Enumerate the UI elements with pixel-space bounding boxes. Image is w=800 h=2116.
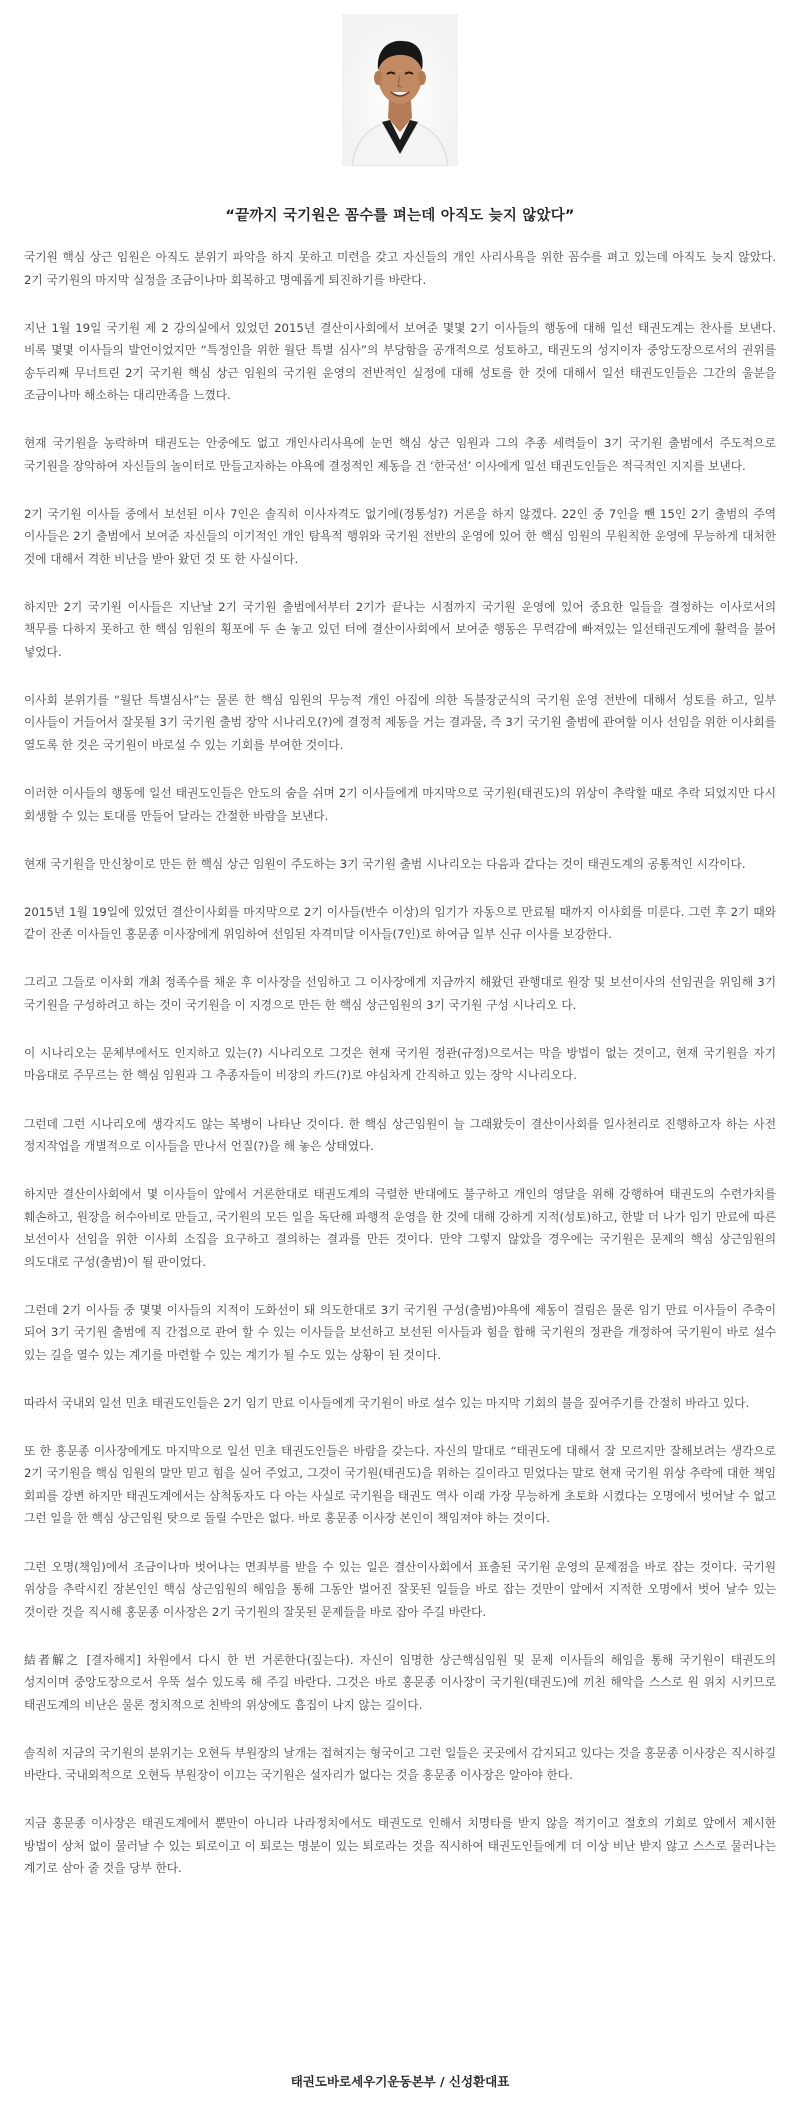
article-paragraph-5: 하지만 2기 국기원 이사들은 지난날 2기 국기원 출범에서부터 2기가 끝나는 시점까지 국기원 운영에 있어 중요한 일들을 결정하는 이사로서의 책무를 다하지 못하고 한 핵심 임원의 횡포에 두 손 놓고 있던 터에 결산이사회에서 보여준 행동은 무력감에 빠져있는 일선태권도계에 활력을 불어 넣었다. [24,599,776,659]
article-paragraph-3: 현재 국기원을 농락하며 태권도는 안중에도 없고 개인사리사욕에 눈먼 핵심 상근 임원과 그의 추종 세력들이 3기 국기원 출범에서 주도적으로 국기원을 장악하여 자신들의 놀이터로 만들고자하는 야욕에 결정적인 제동을 건 ‘한국선’ 이사에게 일선 태권도인들은 적극적인 지지를 보낸다. [24,436,776,473]
article-paragraph-16: 또 한 홍문종 이사장에게도 마지막으로 일선 민초 태권도인들은 바람을 갖는다. 자신의 말대로 “태권도에 대해서 잘 모르지만 잘해보려는 생각으로 2기 국기원을 핵심 임원의 말만 믿고 힘을 실어 주었고, 그것이 국기원(태권도)을 위하는 길이라고 믿었다는 말로 현재 국기원 위상 추락에 대한 책임 회피를 강변 하지만 태권도계에서는 삼척동자도 다 아는 사실로 국기원을 태권도 역사 이래 가장 무능하게 초토화 시켰다는 오명에서 벗어날 수 없고 그런 일을 한 핵심 상근임원 탓으로 돌릴 수만은 없다. 바로 홍문종 이사장 본인이 책임져야 하는 것이다. [24,1443,776,1526]
article-paragraph-13: 하지만 결산이사회에서 몇 이사들이 앞에서 거론한대로 태권도계의 극렬한 반대에도 불구하고 개인의 영달을 위해 강행하여 태권도의 수련가치를 훼손하고, 원장을 허수아비로 만들고, 국기원의 모든 일을 독단해 파행적 운영을 한 것에 대해 강하게 지적(성토)하고, 한발 더 나가 임기 만료에 따른 보선이사 선임을 위한 이사회 소집을 요구하고 결의하는 결과를 만든 것이다. 만약 그렇지 않았을 경우에는 국기원은 문제의 핵심 상근임원의 의도대로 구성(출범)이 될 판이었다. [24,1187,776,1269]
article-paragraph-20: 지금 홍문종 이사장은 태권도계에서 뿐만이 아니라 나라정치에서도 태권도로 인해서 치명타를 받지 않을 적기이고 절호의 기회로 앞에서 제시한 방법이 상처 없이 물러날 수 있는 퇴로이고 이 퇴로는 명분이 있는 퇴로라는 것을 직시하여 태권도인들에게 더 이상 비난 받지 않고 스스로 물러나는 계기로 삼아 줄 것을 당부 한다. [24,1816,776,1876]
article-paragraph-8: 현재 국기원을 만신창이로 만든 한 핵심 상근 임원이 주도하는 3기 국기원 출범 시나리오는 다음과 같다는 것이 태권도계의 공통적인 시각이다. [24,856,746,871]
article-paragraph-10: 그리고 그들로 이사회 개최 정족수를 채운 후 이사장을 선임하고 그 이사장에게 지금까지 해왔던 관행대로 원장 및 보선이사의 선임권을 위임해 3기 국기원을 구성하려고 하는 것이 국기원을 이 지경으로 만든 한 핵심 상근임원의 3기 국기원 구성 시나리오 다. [24,975,776,1012]
article-body [24,246,776,1905]
article-paragraph-1: 국기원 핵심 상근 임원은 아직도 분위기 파악을 하지 못하고 미련을 갖고 자신들의 개인 사리사욕을 위한 꼼수를 펴고 있는데 아직도 늦지 않았다. 2기 국기원의 마지막 실정을 조금이나마 회복하고 명예롭게 퇴진하기를 바란다. [24,250,776,287]
article-paragraph-14: 그런데 2기 이사들 중 몇몇 이사들의 지적이 도화선이 돼 의도한대로 3기 국기원 구성(출범)야욕에 제동이 걸림은 물론 임기 만료 이사들이 주축이 되어 3기 국기원 출범에 직 간접으로 관여 할 수 있는 이사들을 보선하고 보선된 이사들과 힘을 합해 국기원의 정관을 개정하여 국기원이 바로 설수 있는 길을 열수 있는 계기를 마련할 수 있는 계기가 될 수도 있는 상황이 된 것이다. [24,1302,776,1362]
article-paragraph-6: 이사회 분위기를 “월단 특별심사”는 물론 한 핵심 임원의 무능적 개인 아집에 의한 독불장군식의 국기원 운영 전반에 대해서 성토를 하고, 일부 이사들이 거들어서 잘못될 3기 국기원 출범 장악 시나리오(?)에 결정적 제동을 거는 결과물, 즉 3기 국기원 출범에 관여할 이사 선임을 위한 이사회를 열도록 한 것은 국기원이 바로설 수 있는 기회를 부여한 것이다. [24,692,776,752]
article-headline: “끝까지 국기원은 꼼수를 펴는데 아직도 늦지 않았다” [225,208,575,224]
article-paragraph-15: 따라서 국내외 일선 민초 태권도인들은 2기 임기 만료 이사들에게 국기원이 바로 설수 있는 마지막 기회의 불을 짚여주기를 간절히 바라고 있다. [24,1395,750,1410]
author-portrait-image [342,14,458,166]
article-paragraph-2: 지난 1월 19일 국기원 제 2 강의실에서 있었던 2015년 결산이사회에서 보여준 몇몇 2기 이사들의 행동에 대해 일선 태권도계는 찬사를 보낸다. 비록 몇몇 이사들의 발언이었지만 “특정인을 위한 월단 특별 심사”의 부당함을 공개적으로 성토하고, 태권도의 성지이자 중앙도장으로서의 권위를 송두리째 무너트린 2기 국기원 핵심 상근 임원의 국기원 운영의 전반적인 실정에 대해 성토를 한 것에 대해서 일선 태권도인들은 그간의 울분을 조금이나마 해소하는 대리만족을 느꼈다. [24,320,776,403]
article-paragraph-12: 그런데 그런 시나리오에 생각지도 않는 복병이 나타난 것이다. 한 핵심 상근임원이 늘 그래왔듯이 결산이사회를 일사천리로 진행하고자 하는 사전 정지작업을 개별적으로 이사들을 만나서 언질(?)을 해 놓은 상태였다. [24,1116,776,1154]
article-paragraph-4: 2기 국기원 이사들 중에서 보선된 이사 7인은 솔직히 이사자격도 없기에(정통성?) 거론을 하지 않겠다. 22인 중 7인을 뺀 15인 2기 출범의 주역 이사들은 2기 출범에서 보여준 자신들의 이기적인 개인 탐욕적 행위와 국기원 전반의 운영에 있어 한 핵심 임원의 무원칙한 운영에 무능하게 대처한 것에 대해서 격한 비난을 받아 왔던 것 또 한 사실이다. [24,506,776,566]
author-photo [342,14,458,166]
article-paragraph-7: 이러한 이사들의 행동에 일선 태권도인들은 안도의 숨을 쉬며 2기 이사들에게 마지막으로 국기원(태권도)의 위상이 추락할 때로 추락 되었지만 다시 회생할 수 있는 토대를 만들어 달라는 간절한 바람을 보낸다. [24,786,776,823]
paragraph-lead-hanja: 結者解之 [24,1652,81,1667]
article-paragraph-11: 이 시나리오는 문체부에서도 인지하고 있는(?) 시나리오로 그것은 현재 국기원 정관(규정)으로서는 막을 방법이 없는 것이고, 현재 국기원을 자기 마음대로 주무르는 한 핵심 임원과 그 추종자들이 비장의 카드(?)로 야심차게 간직하고 있는 장악 시나리오다. [24,1045,776,1083]
article-paragraph-19: 솔직히 지금의 국기원의 분위기는 오현득 부원장의 날개는 접혀지는 형국이고 그런 일들은 곳곳에서 감지되고 있다는 것을 홍문종 이사장은 직시하길 바란다. 국내외적으로 오현득 부원장이 이끄는 국기원은 설자리가 없다는 것을 홍문종 이사장은 알아야 한다. [24,1745,776,1783]
article-paragraph-9: 2015년 1월 19일에 있었던 결산이사회를 마지막으로 2기 이사들(반수 이상)의 임기가 자동으로 만료될 때까지 이사회를 미룬다. 그런 후 2기 때와 같이 잔존 이사들인 홍문종 이사장에게 위임하여 선임된 자격미달 이사들(7인)로 하여금 일부 신규 이사를 보강한다. [24,904,776,942]
author-signature: 태권도바로세우기운동본부 / 신성환대표 [290,2074,510,2089]
article-paragraph-18: 結者解之 [결자해지] 차원에서 다시 한 번 거론한다(짚는다). 자신이 임명한 상근핵심임원 및 문제 이사들의 해임을 통해 국기원이 태권도의 성지이며 중앙도장으로서 우뚝 설수 있도록 해 주길 바란다. 그것은 바로 홍문종 이사장이 국기원(태권도)에 끼친 해악을 스스로 원 위치 시키므로 태권도계의 비난은 물론 정치적으로 친박의 위상에도 흠집이 나지 않는 길이다. [24,1652,776,1712]
article-paragraph-17: 그런 오명(책임)에서 조금이나마 벗어나는 면죄부를 받을 수 있는 일은 결산이사회에서 표출된 국기원 운영의 문제점을 바로 잡는 것이다. 국기원 위상을 추락시킨 장본인인 핵심 상근임원의 해임을 통해 그동안 벌어진 잘못된 일들을 바로 잡는 것만이 앞에서 지적한 오명에서 벗어 날수 있는 것이란 것을 직시해 홍문종 이사장은 2기 국기원의 잘못된 문제들을 바로 잡아 주길 바란다. [24,1559,776,1619]
